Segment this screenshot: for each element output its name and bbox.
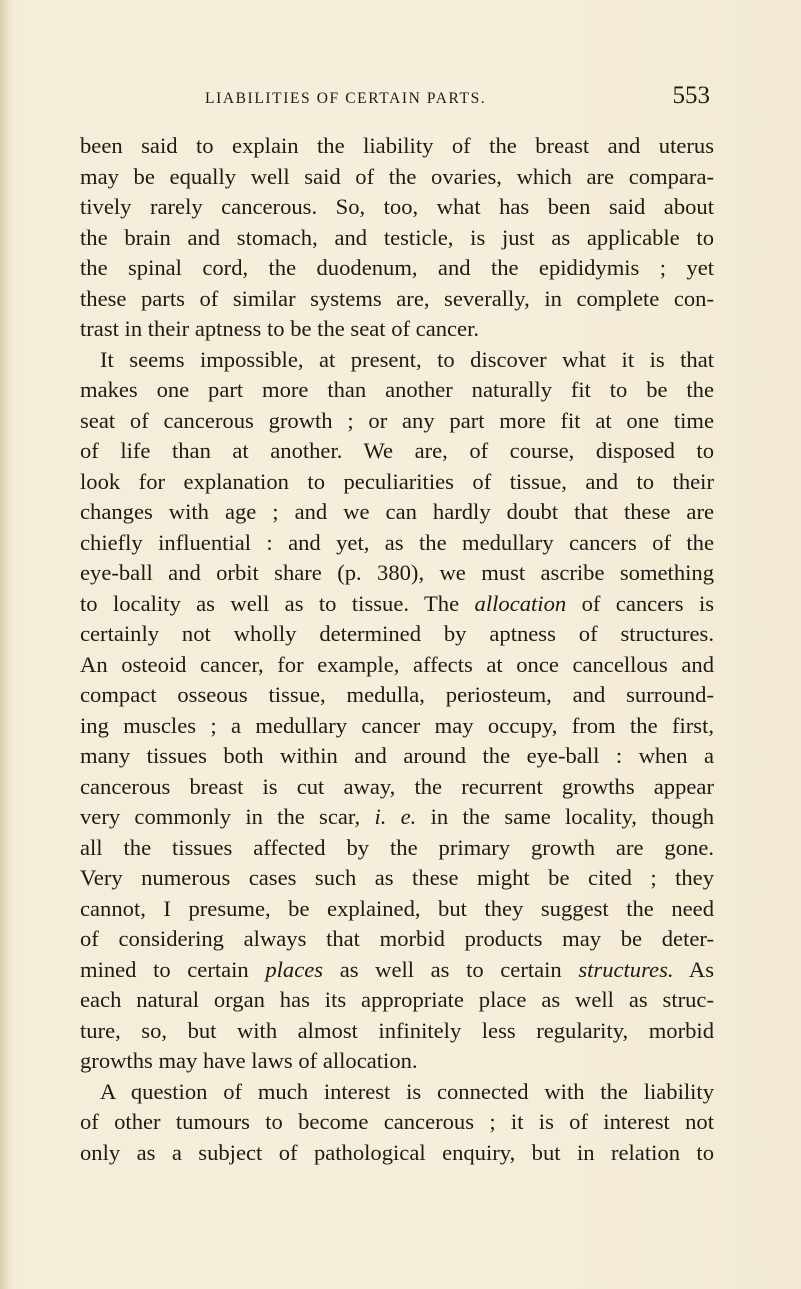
text-line: may be equally well said of the ovaries, which are compara-	[80, 163, 714, 189]
text-line: each natural organ has its appropriate place as well as struc-	[80, 987, 714, 1012]
body-text	[80, 131, 714, 1168]
text-line: chiefly influential : and yet, as the medullary cancers of the	[80, 529, 714, 555]
text-line: of other tumours to become cancerous ; it is of interest not	[80, 1109, 714, 1134]
text-line: look for explanation to peculiarities of tissue, and to their	[80, 468, 714, 494]
text-line: ture, so, but with almost infinitely less regularity, morbid	[80, 1017, 714, 1043]
text-line: seat of cancerous growth ; or any part more fit at one time	[80, 407, 714, 433]
text-line: An osteoid cancer, for example, affects at once cancellous and	[80, 651, 714, 677]
italic-term: structures.	[578, 956, 674, 982]
text-line: compact osseous tissue, medulla, periosteum, and surround-	[80, 682, 714, 707]
text-line: tively rarely cancerous. So, too, what has been said about	[80, 194, 714, 219]
text-line: ing muscles ; a medullary cancer may occupy, from the first,	[80, 712, 714, 738]
line-text: very commonly in the scar,	[80, 804, 375, 829]
line-text: As	[673, 956, 714, 982]
page-number: 553	[672, 82, 710, 109]
text-line: certainly not wholly determined by aptness of structures.	[80, 621, 714, 646]
text-line: makes one part more than another naturally fit to be the	[80, 377, 714, 402]
text-line: growths may have laws of allocation.	[80, 1048, 418, 1073]
text-line: changes with age ; and we can hardly doubt that these are	[80, 499, 714, 524]
text-line: cancerous breast is cut away, the recurrent growths appear	[80, 773, 714, 799]
text-line: cannot, I presume, be explained, but they suggest the need	[80, 895, 714, 921]
text-line: eye-ball and orbit share (p. 380), we must ascribe something	[80, 560, 714, 585]
line-text: mined to certain	[80, 956, 266, 982]
running-head	[80, 82, 710, 116]
text-line: been said to explain the liability of the breast and uterus	[80, 133, 714, 158]
line-text: to locality as well as to tissue. The	[80, 590, 475, 616]
running-title: LIABILITIES OF CERTAIN PARTS.	[205, 90, 487, 107]
text-line: of considering always that morbid products may be deter-	[80, 926, 714, 951]
text-line-with-italic	[80, 955, 714, 986]
text-line: Very numerous cases such as these might be cited ; they	[80, 865, 714, 890]
page-gutter-shadow	[0, 0, 10, 1289]
text-line-with-italic	[80, 802, 714, 833]
line-text: of cancers is	[566, 590, 714, 616]
text-line: many tissues both within and around the eye-ball : when a	[80, 743, 714, 768]
text-line-with-italic	[80, 589, 714, 620]
text-line: of life than at another. We are, of course, disposed to	[80, 438, 714, 463]
text-line: only as a subject of pathological enquiry, but in relation to	[80, 1139, 714, 1165]
text-line: trast in their aptness to be the seat of cancer.	[80, 316, 480, 341]
text-line: all the tissues affected by the primary growth are gone.	[80, 834, 714, 860]
text-line: these parts of similar systems are, severally, in complete con-	[80, 285, 714, 311]
text-line: the spinal cord, the duodenum, and the epididymis ; yet	[80, 255, 714, 280]
line-text: in the same locality, though	[416, 804, 714, 829]
line-text: as well as to certain	[323, 956, 579, 982]
paragraph-start-line: A question of much interest is connected with the liability	[100, 1078, 714, 1104]
italic-term: allocation	[474, 590, 567, 616]
italic-term: i. e.	[374, 804, 417, 829]
italic-term: places	[265, 956, 324, 982]
text-line: the brain and stomach, and testicle, is just as applicable to	[80, 224, 714, 250]
paragraph-start-line: It seems impossible, at present, to discover what it is that	[100, 346, 714, 372]
